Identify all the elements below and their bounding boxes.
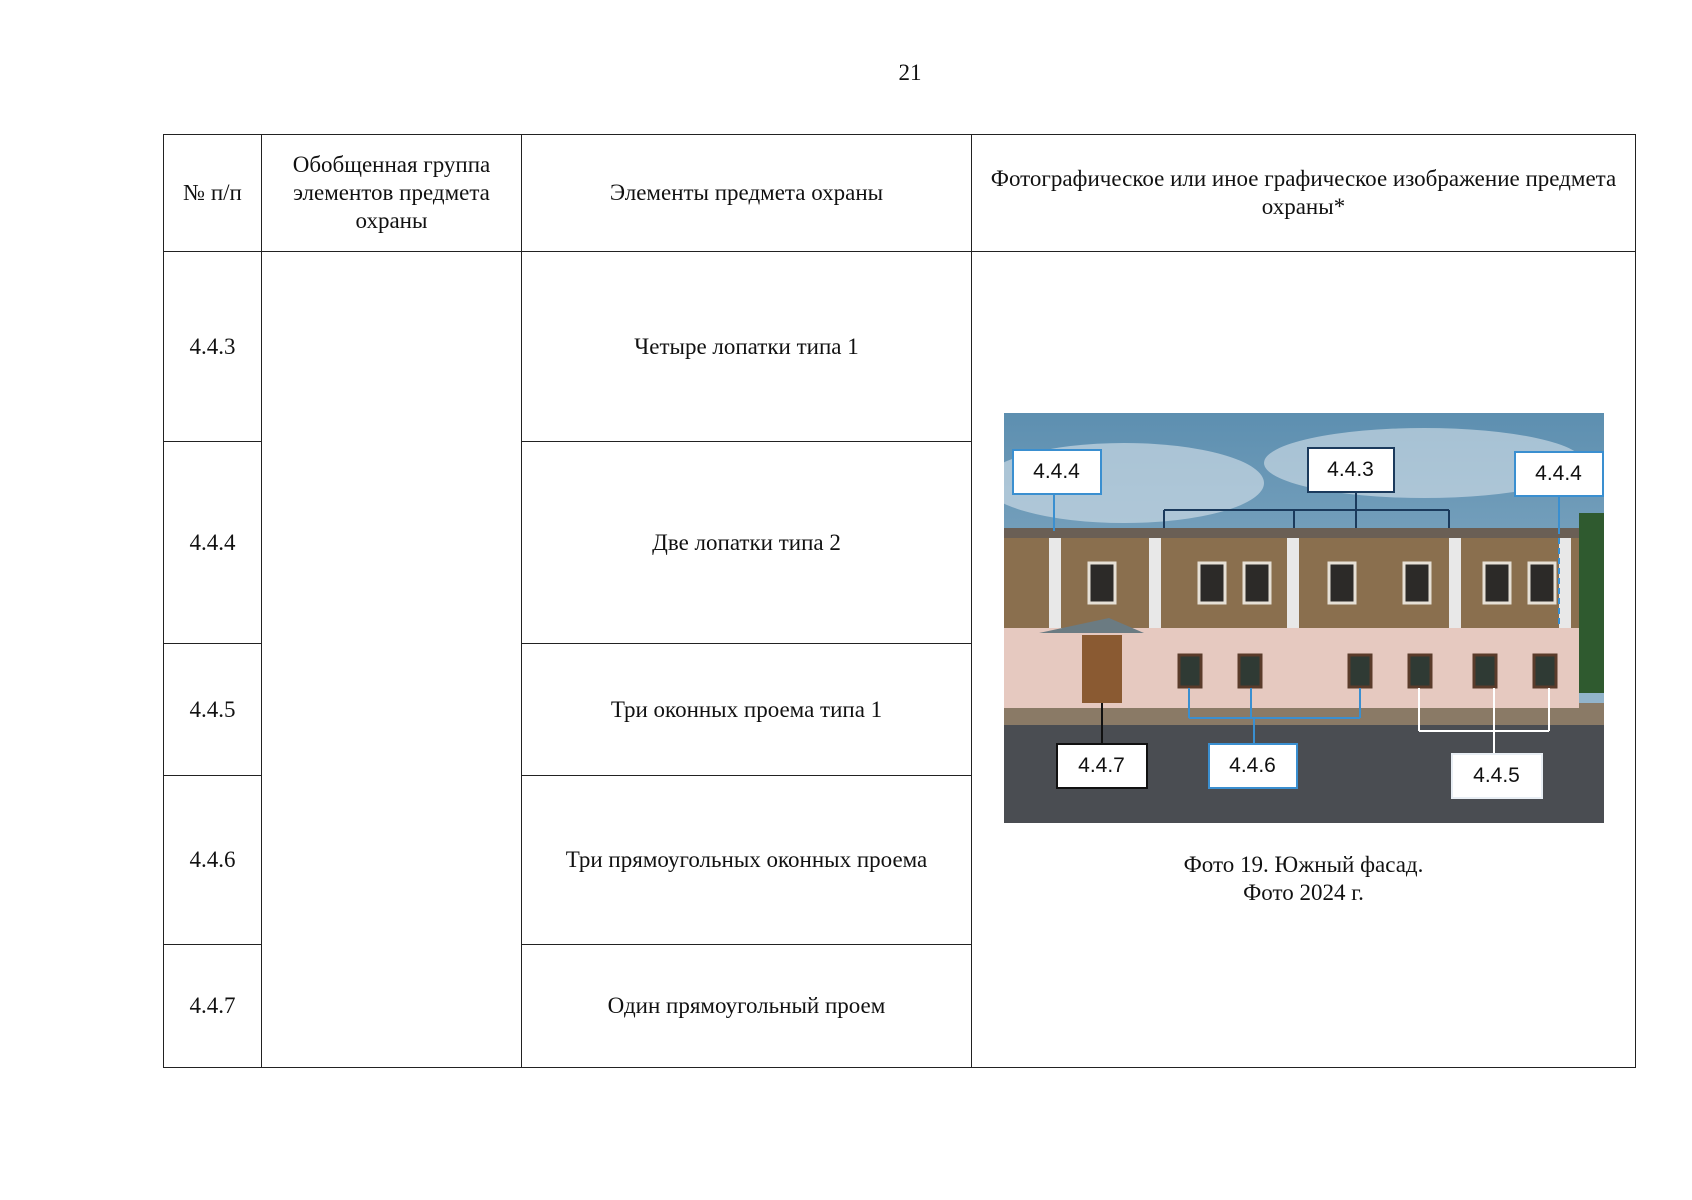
photo-cell	[972, 252, 1636, 1068]
header-number: № п/п	[164, 135, 262, 252]
callout-444-right: 4.4.4	[1514, 451, 1604, 497]
table-row	[164, 252, 1636, 442]
group-cell	[262, 252, 522, 1068]
callout-445: 4.4.5	[1451, 753, 1543, 799]
header-elements: Элементы предмета охраны	[522, 135, 972, 252]
page-number: 21	[898, 60, 922, 85]
callout-447: 4.4.7	[1056, 743, 1148, 789]
callout-446: 4.4.6	[1208, 743, 1298, 789]
callout-443: 4.4.3	[1307, 447, 1395, 493]
row-element: Три прямоугольных оконных проема	[522, 775, 972, 944]
row-element: Две лопатки типа 2	[522, 442, 972, 644]
row-element: Четыре лопатки типа 1	[522, 252, 972, 442]
protection-table	[163, 134, 1636, 1068]
header-image: Фотографическое или иное графическое изображение предмета охраны*	[972, 135, 1636, 252]
row-number: 4.4.5	[164, 644, 262, 775]
row-number: 4.4.6	[164, 775, 262, 944]
header-group: Обобщенная группа элементов предмета охраны	[262, 135, 522, 252]
row-element: Один прямоугольный проем	[522, 944, 972, 1067]
photo-caption	[980, 851, 1627, 907]
photo-wrapper	[1004, 413, 1604, 823]
row-number: 4.4.7	[164, 944, 262, 1067]
row-number: 4.4.3	[164, 252, 262, 442]
caption-line-2: Фото 2024 г.	[1243, 879, 1364, 905]
row-number: 4.4.4	[164, 442, 262, 644]
table-header-row	[164, 135, 1636, 252]
callout-444-left: 4.4.4	[1012, 449, 1102, 495]
row-element: Три оконных проема типа 1	[522, 644, 972, 775]
caption-line-1: Фото 19. Южный фасад.	[1183, 851, 1424, 877]
